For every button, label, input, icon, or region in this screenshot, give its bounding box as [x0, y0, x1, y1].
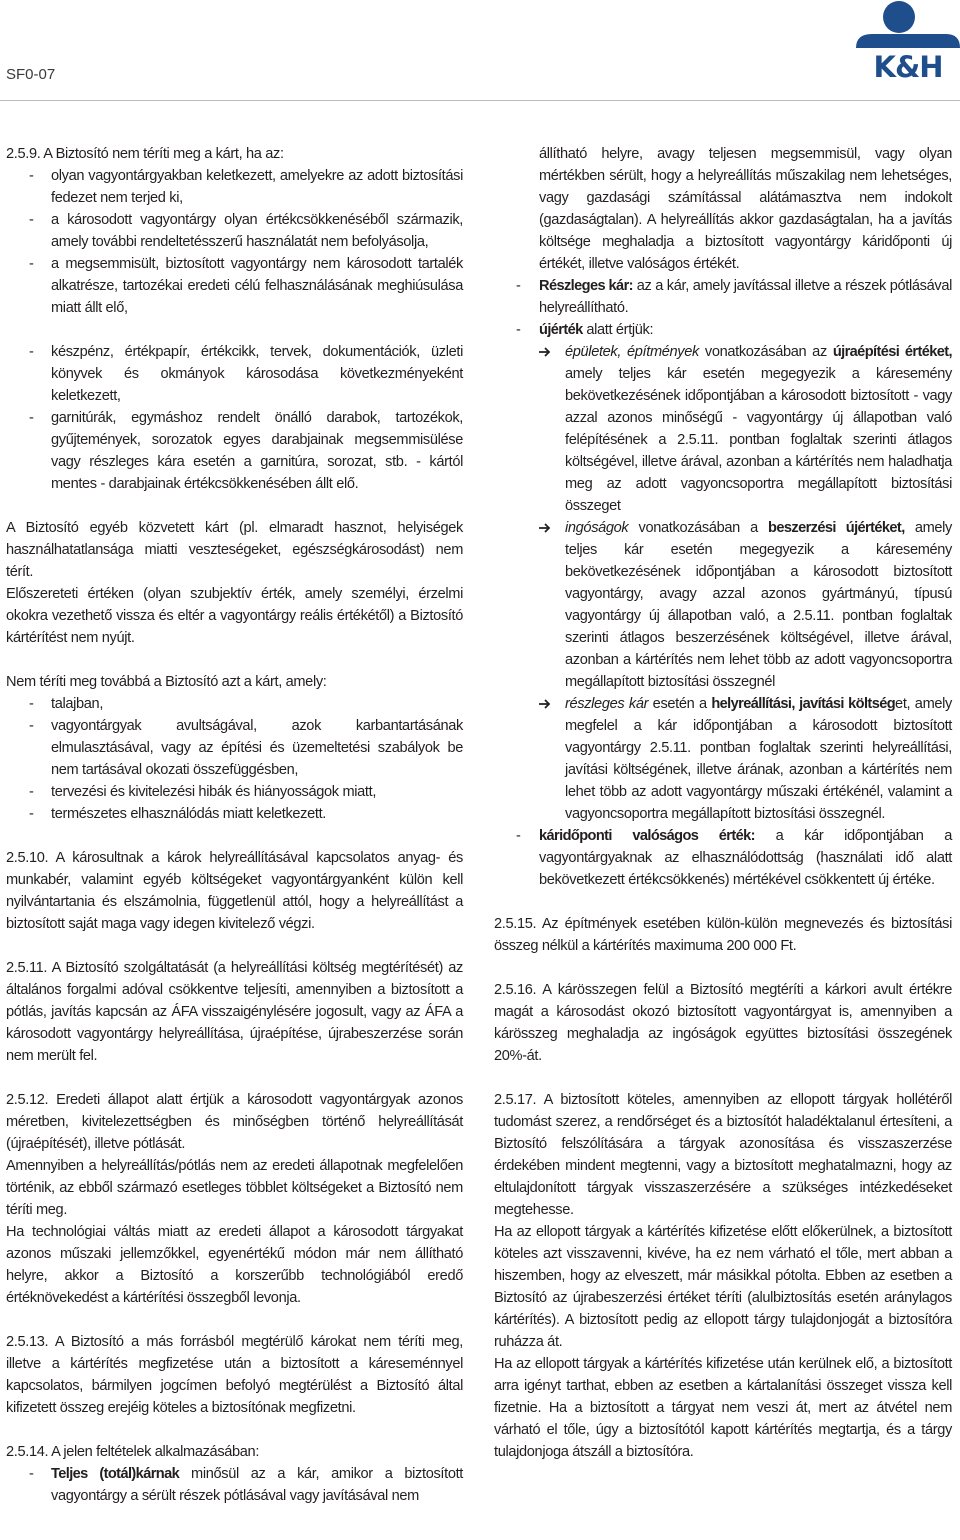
section-2-5-11: 2.5.11. A Biztosító szolgáltatását (a helyreállítási költség megtérítését) az általános forgalmi adóval csökkentve teljesíti, amennyiben a biztosított a pótlás, javítás kapcsán az ÁFA visszaigénylésére jogosult, vagy az ÁFA a károsodott vagyontárgy helyreállítása, újraépítése, újrabeszerzése során nem merült fel. — [6, 960, 463, 1064]
list-item: - garnitúrák, egymáshoz rendelt önálló darabok, tartozékok, gyűjtemények, sorozatok egyes darabjainak megsemmisülése vagy részleges kára esetén a garnitúra, sorozat, stb. - kártól mentes - darabjainak értékcsökkenésében állt elő. — [29, 410, 463, 492]
kh-logo — [852, 0, 960, 82]
continuation-paragraph: állítható helyre, avagy teljesen megsemmisül, vagy olyan mértékben sérült, hogy a helyreállítás műszakilag nem lehetséges, vagy gazdasági számítással alátámasztva nem indokolt (gazdaságtalan). A helyreállítás akkor gazdaságtalan, ha a javítás költsége meghaladja a biztosított vagyontárgy káridőponti új értékét, illetve valóságos értékét. — [539, 146, 952, 272]
list-item: - káridőponti valóságos érték: a kár időpontjában a vagyontárgyaknak az elhasználódottság (használati idő alatt bekövetkezett értékcsökkenés) mértékével csökkentett új értéke. — [516, 828, 952, 888]
section-2-5-9-intro: 2.5.9. A Biztosító nem téríti meg a kárt, ha az: — [6, 146, 284, 162]
arrow-right-icon — [494, 341, 565, 517]
section-2-5-12: 2.5.12. Eredeti állapot alatt értjük a károsodott vagyontárgyak azonos méretben, kivitelezettségben és minőségben történő helyreállítását (újraépítését), illetve pótlását. — [6, 1092, 463, 1152]
section-2-5-13: 2.5.13. A Biztosító a más forrásból megtérülő károkat nem téríti meg, illetve a kártérítés megfizetése után a biztosított a káreseménnyel kapcsolatos, bármilyen jogcímen befolyó megtérülést a Biztosító által kifizetett összeg erejéig köteles a biztosítónak megfizetni. — [6, 1334, 463, 1416]
further-exclusions-intro: Nem téríti meg továbbá a Biztosító azt a kárt, amely: — [6, 674, 327, 690]
list-item: - a megsemmisült, biztosított vagyontárgy nem károsodott tartalék alkatrésze, tartozékai eredeti célú felhasználásának meghiúsulása miatt állt elő, — [29, 256, 463, 316]
rebuild-value-term: újraépítési értéket, — [832, 344, 952, 360]
section-2-5-17-paragraph: Ha az ellopott tárgyak a kártérítés kifizetése előtt előkerülnek, a biztosított köteles azt visszavenni, kivéve, ha ez nem várható el tőle, mert abban a hiszemben, hogy az elveszett, már másikkal pótolta. Ebben az esetben a Biztosító az újrabeszerzési értéket téríti (alulbiztosítás esetén aránylagos kártérítés). A biztosított pedig az ellopott tárgy tulajdonjogát a biztosítóra ruházza át. — [494, 1224, 952, 1350]
document-code: SF0-07 — [6, 66, 56, 83]
new-value-term: újérték — [539, 322, 583, 338]
section-2-5-17: 2.5.17. A biztosított köteles, amennyiben az ellopott tárgyak hollétéről tudomást szerez, a rendőrséget és a biztosítót haladéktalanul értesíteni, a Biztosító felszólítására a tárgyak azonosítása és visszaszerzése érdekében mindent megtenni, vagy a biztosított meghatalmazni, hogy az eltulajdonított tárgyak visszaszerzésére a szükséges intézkedéseket megtehesse. — [494, 1092, 952, 1218]
section-2-5-14-intro: 2.5.14. A jelen feltételek alkalmazásában: — [6, 1444, 260, 1460]
section-2-5-10: 2.5.10. A károsultnak a károk helyreállításával kapcsolatos anyag- és munkabér, valamint egyéb költségeket vagyontárgyanként külön kell nyilvántartania és elszámolnia, függetlenül attól, hogy a helyreállítást a biztosított saját maga vagy idegen kivitelező végzi. — [6, 850, 463, 932]
list-item: - olyan vagyontárgyakban keletkezett, amelyekre az adott biztosítási fedezet nem terjed ki, — [29, 168, 463, 206]
right-column — [494, 143, 952, 1463]
actual-value-term: káridőponti valóságos érték: — [539, 828, 755, 844]
list-item: - készpénz, értékpapír, értékcikk, tervek, dokumentációk, üzleti könyvek és okmányok károsodása következményeként keletkezett, — [29, 344, 463, 404]
section-2-5-12-paragraph: Ha technológiai váltás miatt az eredeti állapot a károsodott tárgyakat azonos műszaki jellemzőkkel, egyenértékű módon már nem állítható helyre, akkor a Biztosító a korszerűbb technológiából eredő értéknövekedést a kártérítési összegből levonja. — [6, 1224, 463, 1306]
indirect-damage-paragraph: A Biztosító egyéb közvetett kárt (pl. elmaradt hasznot, helyiségek használhatatlansága miatti veszteségeket, egészségkárosodást) nem térít. — [6, 520, 463, 580]
section-2-5-12-paragraph: Amennyiben a helyreállítás/pótlás nem az eredeti állapotnak megfelelően történik, az ebből származó esetleges többlet költségeket a Biztosító nem téríti meg. — [6, 1158, 463, 1218]
list-item: - a károsodott vagyontárgy olyan értékcsökkenéséből származik, amely további rendeltetésszerű használatát nem befolyásolja, — [29, 212, 463, 250]
list-item: - Teljes (totál)kárnak minősül az a kár, amikor a biztosított vagyontárgy a sérült részek pótlásával vagy javításával nem — [29, 1466, 463, 1504]
header-divider — [0, 100, 960, 101]
list-item: - talajban, — [29, 696, 104, 712]
left-column — [6, 143, 463, 1507]
purchase-value-term: beszerzési újértéket, — [768, 520, 905, 536]
list-item: - vagyontárgyak avultságával, azok karbantartásának elmulasztásával, vagy az építési és üzemeltetési szabályok be nem tartásával okozati összefüggésben, — [29, 718, 463, 778]
partial-loss-term: Részleges kár: — [539, 278, 633, 294]
list-item: - természetes elhasználódás miatt keletkezett. — [29, 806, 326, 822]
list-item: - Részleges kár: az a kár, amely javítással illetve a részek pótlásával helyreállítható. — [516, 278, 952, 316]
list-item: - újérték alatt értjük: — [516, 322, 654, 338]
total-loss-term: Teljes (totál)kárnak — [51, 1466, 180, 1482]
section-2-5-16: 2.5.16. A kárösszegen felül a Biztosító megtéríti a kárkori avult értékre magát a károsodást okozó biztosított vagyontárgyat is, amennyiben a kárösszeg meghaladja az ingóságok együttes biztosítási összegének 20%-át. — [494, 982, 952, 1064]
list-item: részleges kár esetén a helyreállítási, javítási költséget, amely megfelel a kár időpontjában a károsodott biztosított vagyontárgy 2.5.11. pontban foglaltak szerinti helyreállítási, javítási költségének, illetve árának, azonban a kártérítés nem lehet több az adott vagyontárgy műszaki értékénél, valamint a vagyoncsoportra megállapított biztosítási összegnél. — [494, 693, 952, 825]
logo-text: K&H — [873, 50, 943, 82]
list-item: ingóságok vonatkozásában a beszerzési újértéket, amely teljes kár esetén megegyezik a káresemény bekövetkezésének időpontjában a károsodott biztosított vagyontárgy, avagy azzal azonos gyártmányú, típusú vagyontárgy új állapotban való, a 2.5.11. pontban foglaltak szerinti átlagos beszerzésének költségével, illetve árával, azonban a kártérítés nem lehet több az adott vagyoncsoportra megállapított biztosítási összegnél — [494, 517, 952, 693]
arrow-right-icon — [494, 693, 565, 825]
list-item: épületek, építmények vonatkozásában az újraépítési értéket, amely teljes kár esetén megegyezik a káresemény bekövetkezésének időpontjában a károsodott biztosított - vagy azzal azonos minőségű - vagyontárgy új állapotban való felépítésének a 2.5.11. pontban foglaltak szerinti átlagos költségével, illetve árával, azonban a kártérítés nem haladhatja meg az adott vagyoncsoportra megállapított biztosítási összeget — [494, 341, 952, 517]
repair-cost-term: helyreállítási, javítási költség — [711, 696, 896, 712]
arrow-right-icon — [494, 517, 565, 693]
section-2-5-17-paragraph: Ha az ellopott tárgyak a kártérítés kifizetése után kerülnek elő, a biztosított arra igényt tarthat, ebben az esetben a kártalanítási összeget vissza kell fizetnie. Ha a biztosított a tárgyat nem veszi át, mert az átvétel nem várható el tőle, úgy a biztosítótól kapott kártérítés megtartja, és a tárgy tulajdonjoga átszáll a biztosítóra. — [494, 1356, 952, 1460]
sentimental-value-paragraph: Előszereteti értéken (olyan szubjektív érték, amely személyi, érzelmi okokra vezethető vissza és eltér a vagyontárgy reális értékétől) a Biztosító kártérítést nem nyújt. — [6, 586, 463, 646]
section-2-5-15: 2.5.15. Az építmények esetében külön-külön megnevezés és biztosítási összeg nélkül a kártérítés maximuma 200 000 Ft. — [494, 916, 952, 954]
list-item: - tervezési és kivitelezési hibák és hiányosságok miatt, — [29, 784, 377, 800]
